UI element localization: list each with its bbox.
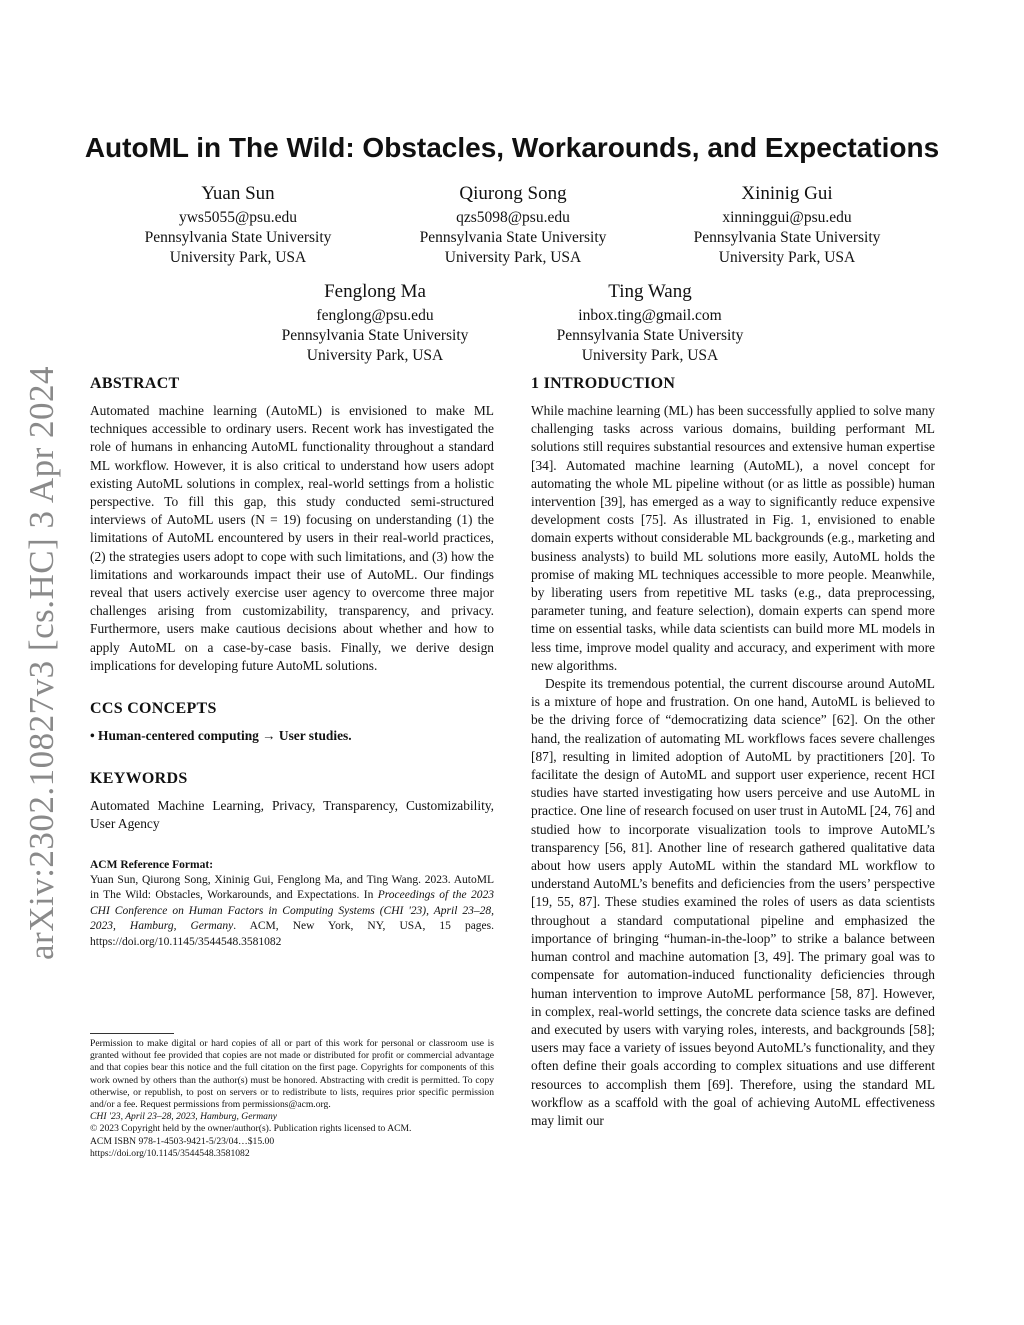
acm-ref-proceedings: Proceedings of the 2023 CHI Conference on Human Factors in Computing Systems (CHI '23), April 23–28, 2023, Hamburg, Germany xyxy=(90,889,494,933)
paper-title: AutoML in The Wild: Obstacles, Workarounds, and Expectations xyxy=(84,132,940,163)
intro-heading: 1 INTRODUCTION xyxy=(531,375,676,392)
right-column xyxy=(531,374,935,1130)
author-affiliation: Pennsylvania State University xyxy=(419,229,607,246)
permission-text: Permission to make digital or hard copies of all or part of this work for personal or classroom use is granted without fee provided that copies are not made or distributed for profit or commercial advantage and that copies bear this notice and the full citation on the first page. Copyrights for components of this work owned by others than the author(s) must be honored. Abstracting with credit is permitted. To copy otherwise, or republish, to post on servers or to redistribute to lists, requires prior specific permission and/or a fee. Request permissions from permissions@acm.org. xyxy=(90,1038,494,1111)
arxiv-id: arXiv:2302.10827v3 [cs.HC] 3 Apr 2024 xyxy=(22,365,61,960)
author-block xyxy=(520,280,780,366)
author-block xyxy=(108,182,368,268)
acm-ref-part1: Yuan Sun, Qiurong Song, Xininig Gui, Fenglong Ma, and Ting Wang. 2023. AutoML in The Wild: Obstacles, Workarounds, and Expectations. In xyxy=(90,873,494,902)
intro-paragraph-1: While machine learning (ML) has been successfully applied to solve many challenging tasks across various domains, building performant ML solutions still requires substantial resources and extensive human expertise [34]. Automated machine learning (AutoML), a novel concept for automating the whole ML pipeline without (or as little as possible) human intervention [39], has emerged as a way to significantly reduce expensive development costs [75]. As illustrated in Fig. 1, envisioned to enable domain experts without considerable ML backgrounds (e.g., marketing and business analysts) to build ML solutions more easily, AutoML holds the promise of making ML techniques accessible to more people. Meanwhile, by liberating users from repetitive ML tasks (e.g., data preprocessing, parameter tuning, and feature selection), domain experts can spend more time on essential tasks, while data scientists can build more ML models in less time, improve model quality and accuracy, and experiment with more new algorithms. xyxy=(531,403,935,673)
author-email[interactable]: qzs5098@psu.edu xyxy=(456,209,570,226)
author-location: University Park, USA xyxy=(306,347,444,364)
left-column xyxy=(90,374,494,950)
author-affiliation: Pennsylvania State University xyxy=(693,229,881,246)
author-location: University Park, USA xyxy=(581,347,719,364)
footnote-rule xyxy=(90,1033,174,1034)
author-name: Ting Wang xyxy=(608,281,692,302)
author-location: University Park, USA xyxy=(169,249,307,266)
author-name: Yuan Sun xyxy=(201,183,275,204)
author-block xyxy=(383,182,643,268)
keywords-heading: KEYWORDS xyxy=(90,770,188,788)
author-affiliation: Pennsylvania State University xyxy=(281,327,469,344)
author-name: Xininig Gui xyxy=(741,183,833,204)
keywords-text: Automated Machine Learning, Privacy, Transparency, Customizability, User Agency xyxy=(90,798,494,832)
arxiv-sidebar-stamp xyxy=(10,365,70,960)
author-email[interactable]: inbox.ting@gmail.com xyxy=(578,307,722,324)
abstract-text: Automated machine learning (AutoML) is envisioned to make ML techniques accessible to ordinary users. Recent work has investigated the role of humans in enhancing AutoML functionality throughout a standard ML workflow. However, it is also critical to understand how users adopt existing AutoML solutions in complex, real-world settings from a holistic perspective. To fill this gap, this study conducted semi-structured interviews of AutoML users (N = 19) focusing on understanding (1) the limitations of AutoML encountered by users in their real-world practices, (2) the strategies users adopt to cope with such limitations, and (3) how the limitations and workarounds impact their use of AutoML. Our findings reveal that users actively exercise user agency to overcome three major challenges arising from customizability, transparency, and privacy. Furthermore, users make cautious decisions about whether and how to apply AutoML on a case-by-case basis. Finally, we derive design implications for developing future AutoML solutions. xyxy=(90,403,494,673)
permission-doi[interactable]: https://doi.org/10.1145/3544548.3581082 xyxy=(90,1147,250,1159)
intro-paragraph-2: Despite its tremendous potential, the current discourse around AutoML is a mixture of hope and frustration. On one hand, AutoML is believed to be the driving force of “democratizing data science” [62]. On the other hand, the realization of automating ML workflows faces severe challenges [87], resulting in limited adoption of AutoML by practitioners [20]. To facilitate the design of AutoML and support user experience, recent HCI studies have started investigating how users perceive and use AutoML in practice. One line of research focused on user trust in AutoML [24, 76] and studied how to incorporate visualization tools to improve AutoML’s transparency [56, 81]. Another line of research gathered qualitative data about how users apply AutoML within the standard ML workflow to understand AutoML’s benefits and deficiencies from the users’ perspective [19, 55, 87]. These studies examined the roles of users as data scientists throughout a standard computational pipeline and emphasized the importance of bringing “human-in-the-loop” to strike a balance between human control and machine automation [3, 49]. The primary goal was to compensate for automation-induced functionality deficiencies through human intervention to improve AutoML performance [58, 87]. However, in complex, real-world settings, the concrete data science tasks are defined and executed by users with varying roles, interests, and backgrounds [58]; users may face a variety of issues beyond AutoML’s functionality, and they often define their goals according to complex situations and use different resources to accomplish them [69]. Therefore, using the standard ML workflow as a scaffold with the goal of achieving AutoML effectiveness may limit our xyxy=(531,676,935,1128)
acm-ref-text xyxy=(90,873,494,951)
acm-ref-heading: ACM Reference Format: xyxy=(90,858,214,871)
author-email[interactable]: yws5055@psu.edu xyxy=(178,209,298,226)
author-block xyxy=(657,182,917,268)
author-block xyxy=(245,280,505,366)
author-affiliation: Pennsylvania State University xyxy=(556,327,744,344)
permission-isbn: ACM ISBN 978-1-4503-9421-5/23/04…$15.00 xyxy=(90,1135,275,1147)
author-affiliation: Pennsylvania State University xyxy=(144,229,332,246)
ccs-text: • Human-centered computing → User studies. xyxy=(90,728,352,744)
author-name: Qiurong Song xyxy=(459,183,567,204)
author-email[interactable]: xinninggui@psu.edu xyxy=(722,209,852,226)
author-location: University Park, USA xyxy=(444,249,582,266)
author-name: Fenglong Ma xyxy=(324,281,426,302)
author-email[interactable]: fenglong@psu.edu xyxy=(316,307,434,324)
permission-notice xyxy=(90,1038,494,1160)
ccs-heading: CCS CONCEPTS xyxy=(90,700,217,718)
author-location: University Park, USA xyxy=(718,249,856,266)
acm-ref-part3: . ACM, New York, NY, USA, 15 pages. https://doi.org/10.1145/3544548.3581082 xyxy=(90,920,495,948)
permission-copyright: © 2023 Copyright held by the owner/author(s). Publication rights licensed to ACM. xyxy=(90,1123,412,1135)
abstract-heading: ABSTRACT xyxy=(90,375,180,392)
permission-venue: CHI '23, April 23–28, 2023, Hamburg, Germany xyxy=(90,1111,277,1123)
